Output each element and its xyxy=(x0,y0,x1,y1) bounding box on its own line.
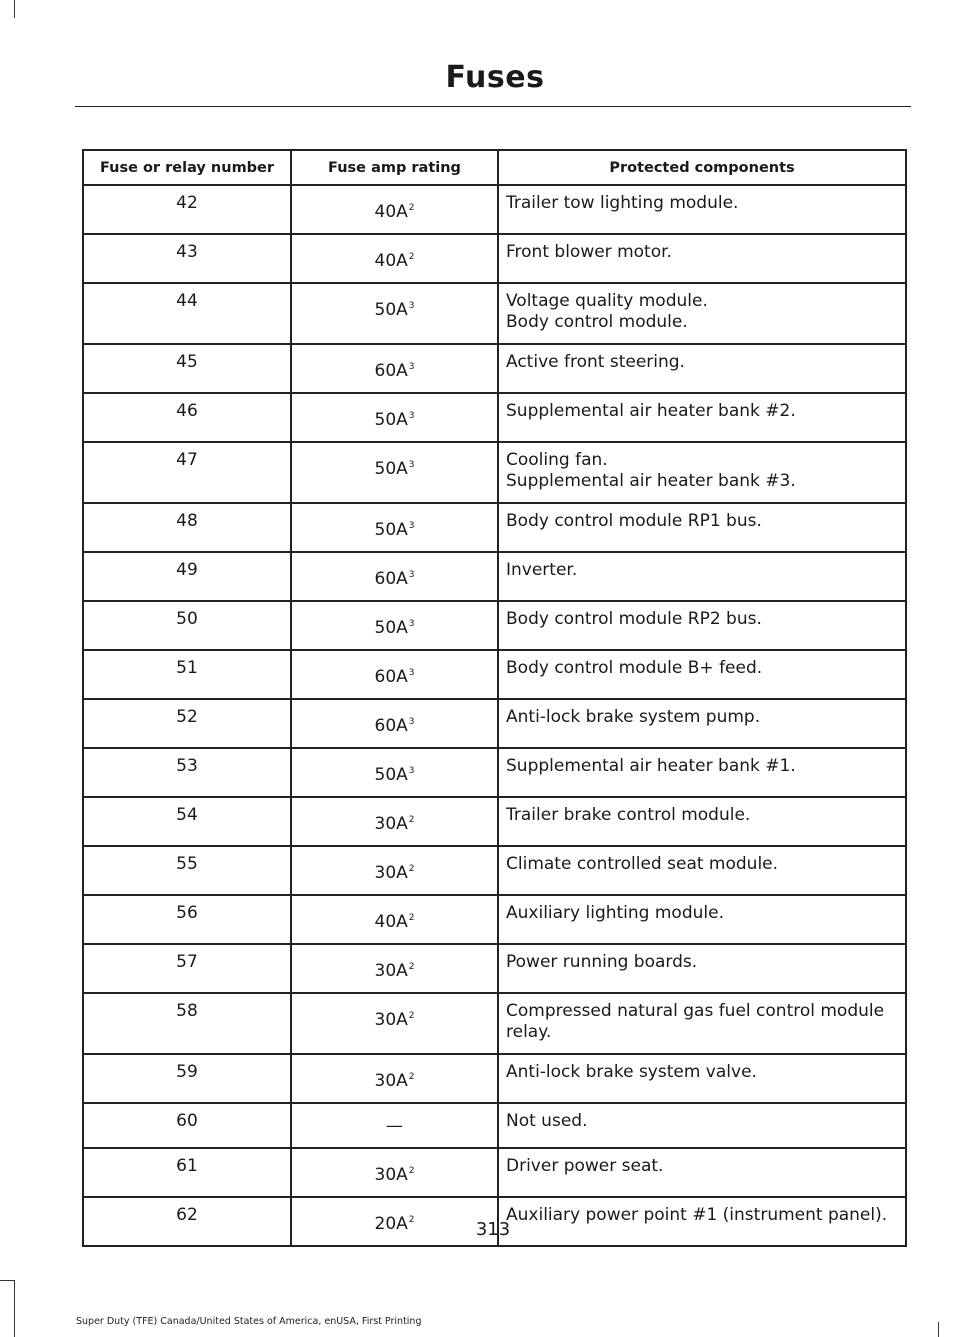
amp-rating-value: 50A xyxy=(374,300,408,320)
footnote-marker: 2 xyxy=(408,1166,415,1176)
fuse-number-cell: 57 xyxy=(83,944,291,993)
protected-components-cell xyxy=(498,797,906,846)
amp-rating-value: 40A xyxy=(374,912,408,932)
protected-components-cell xyxy=(498,185,906,234)
crop-mark-bottom-left xyxy=(14,1280,15,1337)
title-divider xyxy=(75,106,911,107)
amp-rating-value: 30A xyxy=(374,1071,408,1091)
component-text: Supplemental air heater bank #3. xyxy=(506,471,796,491)
fuse-number-cell: 44 xyxy=(83,283,291,344)
table-row xyxy=(83,944,906,993)
protected-components-cell xyxy=(498,601,906,650)
amp-rating-value: 50A xyxy=(374,765,408,785)
amp-rating-cell xyxy=(291,846,498,895)
protected-components-cell xyxy=(498,442,906,503)
protected-components-cell xyxy=(498,650,906,699)
amp-rating-value: 40A xyxy=(374,251,408,271)
amp-rating-value: 60A xyxy=(374,667,408,687)
table-body xyxy=(83,185,906,1246)
protected-components-cell xyxy=(498,344,906,393)
footnote-marker: 3 xyxy=(408,301,415,311)
component-text: Cooling fan. xyxy=(506,450,608,470)
fuse-number-cell: 55 xyxy=(83,846,291,895)
crop-mark-top-left xyxy=(14,0,15,18)
component-text: Body control module RP1 bus. xyxy=(506,511,762,531)
amp-rating-cell xyxy=(291,944,498,993)
component-text: Active front steering. xyxy=(506,352,685,372)
fuse-table xyxy=(82,149,907,1247)
footnote-marker: 2 xyxy=(408,203,415,213)
fuse-number-cell: 47 xyxy=(83,442,291,503)
fuse-number-cell: 54 xyxy=(83,797,291,846)
footer-text: Super Duty (TFE) Canada/United States of America, enUSA, First Printing xyxy=(76,1316,422,1327)
table-row xyxy=(83,283,906,344)
component-text: Compressed natural gas fuel control module relay. xyxy=(506,1001,885,1042)
footnote-marker: 2 xyxy=(408,1072,415,1082)
component-text: Body control module B+ feed. xyxy=(506,658,763,678)
fuse-number-cell: 51 xyxy=(83,650,291,699)
amp-rating-cell xyxy=(291,1054,498,1103)
table-row xyxy=(83,552,906,601)
amp-rating-cell xyxy=(291,344,498,393)
amp-rating-cell xyxy=(291,748,498,797)
fuse-number-cell: 50 xyxy=(83,601,291,650)
amp-rating-cell xyxy=(291,797,498,846)
amp-rating-cell xyxy=(291,393,498,442)
amp-rating-cell xyxy=(291,601,498,650)
component-text: Driver power seat. xyxy=(506,1156,664,1176)
protected-components-cell xyxy=(498,234,906,283)
table-row xyxy=(83,1054,906,1103)
crop-mark-bottom-left-h xyxy=(0,1280,15,1281)
component-text: Power running boards. xyxy=(506,952,698,972)
protected-components-cell xyxy=(498,503,906,552)
component-text: Auxiliary lighting module. xyxy=(506,903,724,923)
component-text: Climate controlled seat module. xyxy=(506,854,779,874)
column-header-amp-rating: Fuse amp rating xyxy=(291,150,498,185)
amp-rating-value: 30A xyxy=(374,1165,408,1185)
protected-components-cell xyxy=(498,993,906,1054)
component-text: Auxiliary power point #1 (instrument panel). xyxy=(506,1205,888,1225)
protected-components-cell xyxy=(498,1054,906,1103)
component-text: Voltage quality module. xyxy=(506,291,708,311)
component-text: Anti-lock brake system pump. xyxy=(506,707,761,727)
footnote-marker: 3 xyxy=(408,717,415,727)
table-row xyxy=(83,993,906,1054)
fuse-number-cell: 49 xyxy=(83,552,291,601)
protected-components-cell xyxy=(498,283,906,344)
footnote-marker: 3 xyxy=(408,411,415,421)
table-row xyxy=(83,650,906,699)
fuse-number-cell: 42 xyxy=(83,185,291,234)
fuse-number-cell: 59 xyxy=(83,1054,291,1103)
amp-rating-cell xyxy=(291,185,498,234)
component-text: Body control module RP2 bus. xyxy=(506,609,762,629)
table-row xyxy=(83,699,906,748)
fuse-number-cell: 62 xyxy=(83,1197,291,1246)
fuse-number-cell: 48 xyxy=(83,503,291,552)
crop-mark-bottom-right xyxy=(938,1322,939,1337)
amp-rating-cell xyxy=(291,283,498,344)
amp-rating-value: 60A xyxy=(374,361,408,381)
footnote-marker: 2 xyxy=(408,252,415,262)
footnote-marker: 3 xyxy=(408,570,415,580)
fuse-number-cell: 60 xyxy=(83,1103,291,1148)
footnote-marker: 3 xyxy=(408,521,415,531)
table-header-row xyxy=(83,150,906,185)
component-text: Body control module. xyxy=(506,312,688,332)
table-row xyxy=(83,797,906,846)
footnote-marker: 2 xyxy=(408,1215,415,1225)
table-row xyxy=(83,1103,906,1148)
fuse-number-cell: 56 xyxy=(83,895,291,944)
fuse-number-cell: 58 xyxy=(83,993,291,1054)
column-header-protected-components: Protected components xyxy=(498,150,906,185)
page-title: Fuses xyxy=(445,60,545,95)
amp-rating-value: 50A xyxy=(374,410,408,430)
amp-rating-cell xyxy=(291,895,498,944)
amp-rating-cell xyxy=(291,1103,498,1148)
footnote-marker: 3 xyxy=(408,362,415,372)
protected-components-cell xyxy=(498,393,906,442)
amp-rating-cell xyxy=(291,699,498,748)
amp-rating-cell xyxy=(291,234,498,283)
fuse-number-cell: 46 xyxy=(83,393,291,442)
footnote-marker: 3 xyxy=(408,619,415,629)
fuse-number-cell: 45 xyxy=(83,344,291,393)
footnote-marker: 3 xyxy=(408,668,415,678)
amp-rating-value: 30A xyxy=(374,863,408,883)
footnote-marker: 2 xyxy=(408,962,415,972)
table-row xyxy=(83,442,906,503)
footnote-marker: 2 xyxy=(408,913,415,923)
protected-components-cell xyxy=(498,552,906,601)
amp-rating-value: 50A xyxy=(374,520,408,540)
footnote-marker: 2 xyxy=(408,864,415,874)
amp-rating-value: 30A xyxy=(374,814,408,834)
amp-rating-value: 30A xyxy=(374,961,408,981)
table-row xyxy=(83,846,906,895)
amp-rating-value: 60A xyxy=(374,569,408,589)
footnote-marker: 3 xyxy=(408,460,415,470)
footnote-marker: 2 xyxy=(408,1011,415,1021)
table-row xyxy=(83,344,906,393)
amp-rating-cell xyxy=(291,1148,498,1197)
table-row xyxy=(83,1148,906,1197)
table-row xyxy=(83,234,906,283)
fuse-number-cell: 52 xyxy=(83,699,291,748)
amp-rating-value: — xyxy=(386,1116,403,1136)
amp-rating-value: 20A xyxy=(374,1214,408,1234)
table-row xyxy=(83,601,906,650)
table-row xyxy=(83,748,906,797)
component-text: Trailer brake control module. xyxy=(506,805,751,825)
protected-components-cell xyxy=(498,846,906,895)
protected-components-cell xyxy=(498,1103,906,1148)
amp-rating-value: 50A xyxy=(374,618,408,638)
table-row xyxy=(83,393,906,442)
component-text: Supplemental air heater bank #2. xyxy=(506,401,796,421)
fuse-number-cell: 53 xyxy=(83,748,291,797)
amp-rating-value: 40A xyxy=(374,202,408,222)
protected-components-cell xyxy=(498,944,906,993)
protected-components-cell xyxy=(498,699,906,748)
amp-rating-cell xyxy=(291,993,498,1054)
amp-rating-value: 30A xyxy=(374,1010,408,1030)
component-text: Supplemental air heater bank #1. xyxy=(506,756,796,776)
protected-components-cell xyxy=(498,748,906,797)
footnote-marker: 2 xyxy=(408,815,415,825)
protected-components-cell xyxy=(498,1148,906,1197)
table-row xyxy=(83,185,906,234)
component-text: Front blower motor. xyxy=(506,242,672,262)
table-row xyxy=(83,503,906,552)
amp-rating-value: 60A xyxy=(374,716,408,736)
column-header-fuse-number: Fuse or relay number xyxy=(83,150,291,185)
amp-rating-cell xyxy=(291,442,498,503)
component-text: Anti-lock brake system valve. xyxy=(506,1062,757,1082)
page-number: 313 xyxy=(475,1219,511,1240)
component-text: Inverter. xyxy=(506,560,578,580)
fuse-number-cell: 61 xyxy=(83,1148,291,1197)
protected-components-cell xyxy=(498,895,906,944)
amp-rating-value: 50A xyxy=(374,459,408,479)
footnote-marker: 3 xyxy=(408,766,415,776)
table-row xyxy=(83,895,906,944)
fuse-number-cell: 43 xyxy=(83,234,291,283)
amp-rating-cell xyxy=(291,650,498,699)
component-text: Not used. xyxy=(506,1111,588,1131)
amp-rating-cell xyxy=(291,552,498,601)
component-text: Trailer tow lighting module. xyxy=(506,193,739,213)
amp-rating-cell xyxy=(291,503,498,552)
